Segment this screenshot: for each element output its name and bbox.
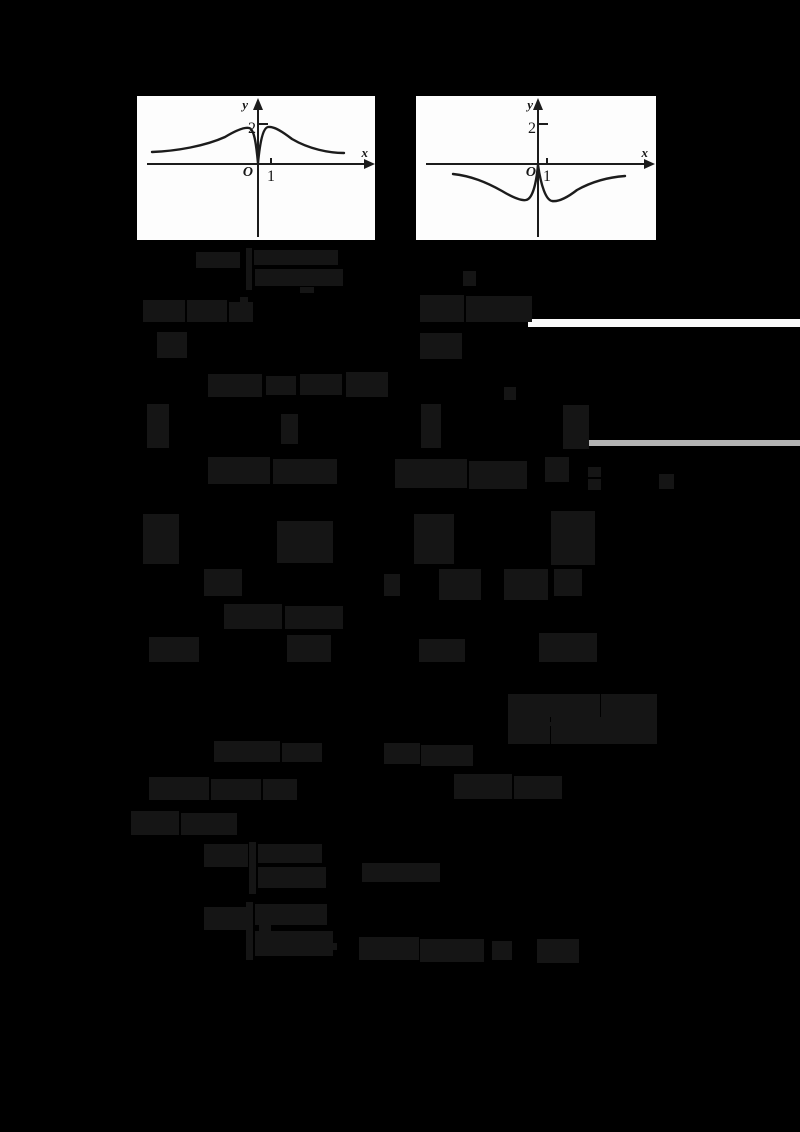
y-tick-label: 2 [528, 120, 536, 137]
y-axis-label: y [527, 97, 533, 112]
origin-label: O [242, 165, 253, 180]
y-axis-label: y [242, 97, 248, 112]
y-tick-label: 2 [248, 120, 256, 137]
x-tick-label: 1 [543, 168, 551, 185]
origin-label: O [525, 165, 536, 180]
x-axis-label: x [641, 145, 648, 160]
x-tick-label: 1 [267, 168, 275, 185]
x-axis-label: x [361, 145, 368, 160]
